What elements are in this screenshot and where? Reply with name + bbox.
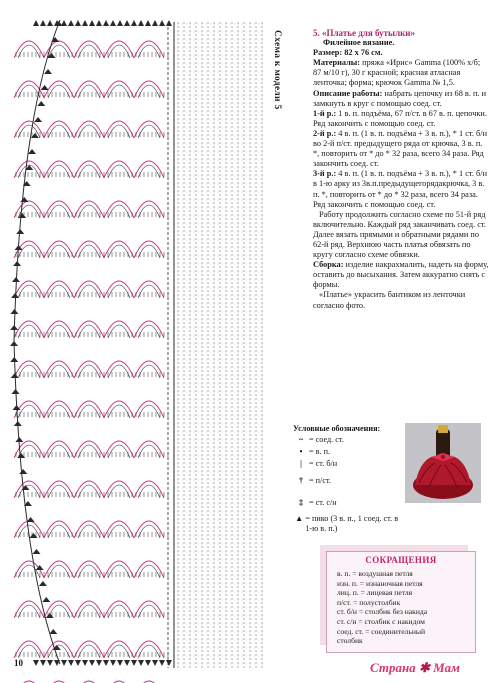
row3-label: 3-й р.:: [313, 169, 337, 179]
abbreviation-item: в. п. = воздушная петля: [337, 569, 413, 578]
watermark-word: Мам: [433, 660, 460, 675]
legend-title: Условные обозначения:: [293, 424, 381, 433]
bottle-dress-illustration-icon: [405, 423, 481, 503]
abbreviation-item: столбик: [337, 636, 363, 646]
row1-label: 1-й р.:: [313, 108, 337, 118]
watermark-word: Страна: [370, 660, 416, 675]
watermark-star-icon: ✱: [418, 660, 430, 675]
abbreviations-title: СОКРАЩЕНИЯ: [365, 555, 437, 565]
chain-symbol-icon: •: [299, 447, 303, 456]
abbreviation-item: ст. с/н = столбик с накидом: [337, 616, 425, 626]
site-watermark: [370, 660, 460, 676]
abbreviations-box: [326, 551, 476, 653]
row1-paragraph: [313, 109, 489, 129]
row2-label: 2-й р.:: [313, 128, 337, 138]
legend-text: = в. п.: [309, 447, 331, 456]
legend-item-half-double: [293, 470, 403, 492]
bottle-dress-photo: [405, 423, 481, 503]
description-paragraph: [313, 89, 489, 109]
abbreviation-item: соед. ст. = соединительный: [337, 626, 426, 636]
article-size: Размер: 82 х 76 см.: [313, 48, 383, 58]
legend-item-chain: [293, 446, 403, 458]
chart-vertical-label: Схема к модели 5: [272, 30, 282, 110]
continue-paragraph: Работу продолжить согласно схеме по 51-й ряд включительно. Каждый ряд заканчивать соед. ст. Далее вязать прямыми и обратными рядами по 62-й ряд. Верхнюю часть платья обвязать по кругу согласно схеме обвязки.: [313, 209, 486, 260]
legend-text: = ст. б/н: [309, 459, 338, 468]
row3-text: 4 в. п. (1 в. п. подъёма + 3 в. п.), * 1 ст. б/н в 1-ю арку из 3в.п.предыдущегорядакрючка, 3 в. п. *, повторить от * до * 32 раза, всего 34 раза. Ряд закончить с помощью соед. ст.: [313, 169, 488, 209]
description-label: Описание работы:: [313, 88, 383, 98]
abbreviations-list: [337, 569, 469, 646]
assembly-paragraph: [313, 260, 489, 290]
page-number: 10: [14, 658, 23, 668]
legend-item-single-crochet: [293, 458, 403, 470]
slip-stitch-symbol-icon: ~: [298, 435, 304, 444]
legend-text: = ст. с/н: [309, 498, 337, 507]
half-double-symbol-icon: †: [298, 476, 304, 485]
legend-item-double-crochet: [293, 492, 403, 514]
single-crochet-symbol-icon: |: [300, 459, 302, 468]
abbreviation-item: п/ст. = полустолбик: [337, 597, 401, 607]
legend-item-picot: [293, 514, 403, 538]
decorate-paragraph: «Платье» украсить бантиком из ленточки согласно фото.: [313, 290, 466, 310]
row1-text: 1 в. п. подъёма, 67 п/ст. в 67 в. п. цепочки. Ряд закончить с помощью соед. ст.: [313, 108, 487, 128]
abbreviation-item: лиц. п. = лицевая петля: [337, 588, 413, 598]
row2-paragraph: [313, 129, 489, 169]
row2-text: 4 в. п. (1 в. п. подъёма + 3 в. п.), * 1 ст. б/н во 2-й п/ст. предыдущего ряда от крючка, 3 в. п. *, повторить от * до * 32 раза, всего 34 раза. Ряд закончить соед. ст.: [313, 128, 488, 169]
assembly-text: изделие накрахмалить, надеть на форму, оставить до высыхания. Затем аккуратно снять с формы.: [313, 260, 489, 290]
legend-item-slip-stitch: [293, 434, 403, 446]
row3-paragraph: [313, 169, 489, 209]
legend-text: = соед. ст.: [309, 435, 344, 444]
abbreviation-item: ст. б/н = столбик без накида: [337, 607, 428, 617]
materials-paragraph: [313, 58, 489, 88]
legend-text: = п/ст.: [309, 476, 331, 485]
assembly-label: Сборка:: [313, 260, 344, 270]
article-subtitle: Филейное вязание.: [323, 38, 395, 48]
double-crochet-symbol-icon: ‡: [298, 498, 304, 507]
symbol-legend: [293, 424, 403, 538]
materials-text: пряжа «Ирис» Gamma (100% х/б; 87 м/10 г), 30 г красной; красная атласная ленточка; форма; крючок Gamma № 1,5.: [313, 58, 481, 88]
article-text: [313, 28, 489, 311]
picot-symbol-icon: ▲: [295, 514, 304, 523]
abbreviation-item: изн. п. = изнаночная петля: [337, 578, 423, 588]
article-title: 5. «Платье для бутылки»: [313, 28, 415, 38]
description-text: набрать цепочку из 68 в. п. и замкнуть в круг с помощью соед. ст.: [313, 88, 487, 108]
legend-text: = пико (3 в. п., 1 соед. ст. в 1-ю в. п.): [305, 514, 399, 533]
materials-label: Материалы:: [313, 58, 361, 68]
